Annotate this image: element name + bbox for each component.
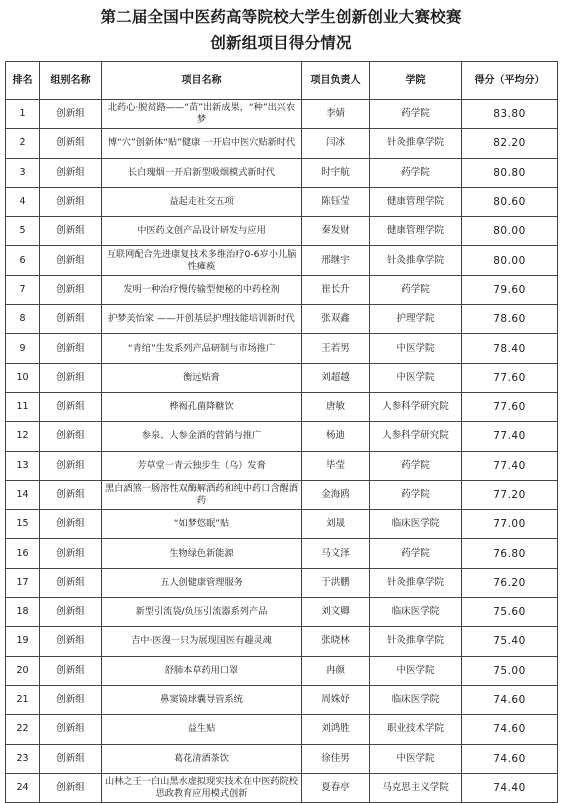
cell-score: 74.60 bbox=[462, 744, 558, 773]
cell-score: 76.80 bbox=[462, 539, 558, 568]
cell-leader: 杨迪 bbox=[302, 422, 370, 451]
cell-score: 77.60 bbox=[462, 392, 558, 421]
cell-group: 创新组 bbox=[40, 744, 102, 773]
cell-rank: 10 bbox=[6, 363, 40, 392]
cell-rank: 1 bbox=[6, 100, 40, 129]
cell-leader: 崔长升 bbox=[302, 275, 370, 304]
cell-leader: 于洪鹏 bbox=[302, 568, 370, 597]
cell-project: 博“穴”创新体“贴”健康 一开启中医穴贴新时代 bbox=[102, 129, 302, 158]
cell-college: 药学院 bbox=[370, 480, 462, 509]
table-row bbox=[6, 129, 558, 158]
cell-project: 舒肺本草药用口罩 bbox=[102, 656, 302, 685]
cell-college: 针灸推拿学院 bbox=[370, 627, 462, 656]
cell-group: 创新组 bbox=[40, 187, 102, 216]
cell-leader: 闫冰 bbox=[302, 129, 370, 158]
cell-group: 创新组 bbox=[40, 275, 102, 304]
table-row bbox=[6, 451, 558, 480]
table-body bbox=[6, 100, 558, 803]
cell-college: 临床医学院 bbox=[370, 510, 462, 539]
cell-group: 创新组 bbox=[40, 568, 102, 597]
cell-rank: 15 bbox=[6, 510, 40, 539]
cell-group: 创新组 bbox=[40, 773, 102, 802]
cell-project: 护梦美怡家 ——开创基层护理技能培训新时代 bbox=[102, 305, 302, 334]
cell-rank: 7 bbox=[6, 275, 40, 304]
cell-rank: 19 bbox=[6, 627, 40, 656]
cell-leader: 张晓林 bbox=[302, 627, 370, 656]
cell-score: 74.60 bbox=[462, 715, 558, 744]
cell-group: 创新组 bbox=[40, 627, 102, 656]
cell-leader: 刘超越 bbox=[302, 363, 370, 392]
cell-leader: 王若男 bbox=[302, 334, 370, 363]
cell-rank: 13 bbox=[6, 451, 40, 480]
cell-group: 创新组 bbox=[40, 510, 102, 539]
table-row bbox=[6, 656, 558, 685]
cell-score: 80.00 bbox=[462, 246, 558, 275]
cell-project: 互联网配合先进康复技术多维治疗0-6岁小儿脑性瘫痪 bbox=[102, 246, 302, 275]
cell-score: 80.00 bbox=[462, 217, 558, 246]
table-row bbox=[6, 158, 558, 187]
cell-project: 北药心·脱贫路——“苗”出新成果，“种”出兴农梦 bbox=[102, 100, 302, 129]
cell-rank: 18 bbox=[6, 598, 40, 627]
cell-group: 创新组 bbox=[40, 129, 102, 158]
header-group: 组别名称 bbox=[40, 62, 102, 100]
cell-leader: 周姝妤 bbox=[302, 685, 370, 714]
cell-college: 中医学院 bbox=[370, 334, 462, 363]
scores-table bbox=[5, 61, 558, 803]
cell-college: 针灸推拿学院 bbox=[370, 129, 462, 158]
cell-leader: 刘文卿 bbox=[302, 598, 370, 627]
cell-score: 82.20 bbox=[462, 129, 558, 158]
cell-group: 创新组 bbox=[40, 715, 102, 744]
cell-rank: 8 bbox=[6, 305, 40, 334]
cell-score: 76.20 bbox=[462, 568, 558, 597]
cell-rank: 21 bbox=[6, 685, 40, 714]
cell-leader: 刘鸿胜 bbox=[302, 715, 370, 744]
cell-project: 山林之王一白山黑水虚拟现实技术在中医药院校思政教育应用模式创新 bbox=[102, 773, 302, 802]
cell-score: 78.60 bbox=[462, 305, 558, 334]
cell-group: 创新组 bbox=[40, 305, 102, 334]
cell-score: 78.40 bbox=[462, 334, 558, 363]
cell-group: 创新组 bbox=[40, 334, 102, 363]
cell-score: 79.60 bbox=[462, 275, 558, 304]
cell-score: 80.60 bbox=[462, 187, 558, 216]
cell-group: 创新组 bbox=[40, 246, 102, 275]
cell-score: 77.60 bbox=[462, 363, 558, 392]
cell-college: 健康管理学院 bbox=[370, 187, 462, 216]
cell-project: 吉中·医漫一只为展现国医有趣灵魂 bbox=[102, 627, 302, 656]
cell-group: 创新组 bbox=[40, 392, 102, 421]
cell-project: 中医药文创产品设计研发与应用 bbox=[102, 217, 302, 246]
cell-rank: 2 bbox=[6, 129, 40, 158]
cell-group: 创新组 bbox=[40, 656, 102, 685]
cell-college: 中医学院 bbox=[370, 363, 462, 392]
cell-leader: 时宇航 bbox=[302, 158, 370, 187]
cell-leader: 邢继宇 bbox=[302, 246, 370, 275]
cell-leader: 陈钰莹 bbox=[302, 187, 370, 216]
table-row bbox=[6, 392, 558, 421]
cell-rank: 4 bbox=[6, 187, 40, 216]
cell-score: 80.80 bbox=[462, 158, 558, 187]
cell-rank: 22 bbox=[6, 715, 40, 744]
table-row bbox=[6, 275, 558, 304]
cell-project: 芳草堂一青云独步生（乌）发膏 bbox=[102, 451, 302, 480]
cell-rank: 16 bbox=[6, 539, 40, 568]
cell-leader: 夏春亭 bbox=[302, 773, 370, 802]
cell-leader: 金海鸥 bbox=[302, 480, 370, 509]
cell-college: 人参科学研究院 bbox=[370, 392, 462, 421]
table-row bbox=[6, 539, 558, 568]
cell-score: 83.80 bbox=[462, 100, 558, 129]
cell-project: 益生贴 bbox=[102, 715, 302, 744]
cell-rank: 17 bbox=[6, 568, 40, 597]
table-row bbox=[6, 187, 558, 216]
cell-project: 新型引流袋/负压引流器系列产品 bbox=[102, 598, 302, 627]
cell-college: 针灸推拿学院 bbox=[370, 568, 462, 597]
page-title-line-1: 第二届全国中医药高等院校大学生创新创业大赛校赛 bbox=[100, 8, 462, 26]
cell-leader: 毕莹 bbox=[302, 451, 370, 480]
cell-group: 创新组 bbox=[40, 363, 102, 392]
cell-score: 75.60 bbox=[462, 598, 558, 627]
cell-group: 创新组 bbox=[40, 422, 102, 451]
table-row bbox=[6, 568, 558, 597]
cell-college: 临床医学院 bbox=[370, 598, 462, 627]
cell-score: 75.40 bbox=[462, 627, 558, 656]
cell-rank: 3 bbox=[6, 158, 40, 187]
cell-college: 中医学院 bbox=[370, 656, 462, 685]
cell-rank: 20 bbox=[6, 656, 40, 685]
table-row bbox=[6, 100, 558, 129]
cell-college: 药学院 bbox=[370, 100, 462, 129]
cell-leader: 刘晟 bbox=[302, 510, 370, 539]
cell-leader: 张双鑫 bbox=[302, 305, 370, 334]
table-row bbox=[6, 363, 558, 392]
table-row bbox=[6, 627, 558, 656]
cell-project: 发明一种治疗慢传输型便秘的中药栓剂 bbox=[102, 275, 302, 304]
cell-score: 77.20 bbox=[462, 480, 558, 509]
cell-college: 健康管理学院 bbox=[370, 217, 462, 246]
table-row bbox=[6, 217, 558, 246]
cell-group: 创新组 bbox=[40, 158, 102, 187]
cell-leader: 李婧 bbox=[302, 100, 370, 129]
table-row bbox=[6, 744, 558, 773]
table-row bbox=[6, 246, 558, 275]
cell-project: “青绾”生发系列产品研制与市场推广 bbox=[102, 334, 302, 363]
cell-score: 75.00 bbox=[462, 656, 558, 685]
table-row bbox=[6, 422, 558, 451]
cell-leader: 马文泽 bbox=[302, 539, 370, 568]
table-row bbox=[6, 773, 558, 802]
cell-rank: 24 bbox=[6, 773, 40, 802]
page-title-line-2: 创新组项目得分情况 bbox=[210, 34, 352, 52]
cell-rank: 14 bbox=[6, 480, 40, 509]
cell-project: 五人创健康管理服务 bbox=[102, 568, 302, 597]
table-row bbox=[6, 334, 558, 363]
header-rank: 排名 bbox=[6, 62, 40, 100]
cell-rank: 6 bbox=[6, 246, 40, 275]
cell-college: 职业技术学院 bbox=[370, 715, 462, 744]
table-row bbox=[6, 715, 558, 744]
header-leader: 项目负责人 bbox=[302, 62, 370, 100]
cell-college: 临床医学院 bbox=[370, 685, 462, 714]
table-row bbox=[6, 685, 558, 714]
cell-college: 药学院 bbox=[370, 275, 462, 304]
cell-score: 77.40 bbox=[462, 422, 558, 451]
table-header-row bbox=[6, 62, 558, 100]
cell-score: 74.60 bbox=[462, 685, 558, 714]
cell-group: 创新组 bbox=[40, 598, 102, 627]
cell-leader: 秦发财 bbox=[302, 217, 370, 246]
cell-college: 药学院 bbox=[370, 158, 462, 187]
cell-score: 77.00 bbox=[462, 510, 558, 539]
cell-rank: 23 bbox=[6, 744, 40, 773]
cell-project: 长白瑰烟一开启新型吸烟模式新时代 bbox=[102, 158, 302, 187]
cell-leader: 徐佳男 bbox=[302, 744, 370, 773]
cell-group: 创新组 bbox=[40, 451, 102, 480]
header-project: 项目名称 bbox=[102, 62, 302, 100]
cell-leader: 唐敏 bbox=[302, 392, 370, 421]
cell-rank: 11 bbox=[6, 392, 40, 421]
table-row bbox=[6, 510, 558, 539]
cell-project: 生物绿色新能源 bbox=[102, 539, 302, 568]
cell-college: 马克思主义学院 bbox=[370, 773, 462, 802]
cell-college: 护理学院 bbox=[370, 305, 462, 334]
cell-college: 人参科学研究院 bbox=[370, 422, 462, 451]
cell-project: “如梦悠眠”贴 bbox=[102, 510, 302, 539]
cell-college: 药学院 bbox=[370, 539, 462, 568]
cell-project: 黑白酒煞一肠溶性双酶解酒药和纯中药口含醒酒药 bbox=[102, 480, 302, 509]
cell-project: 鼻窦镜球囊导管系统 bbox=[102, 685, 302, 714]
table-row bbox=[6, 480, 558, 509]
cell-group: 创新组 bbox=[40, 539, 102, 568]
cell-project: 衡远贴膏 bbox=[102, 363, 302, 392]
cell-group: 创新组 bbox=[40, 685, 102, 714]
cell-group: 创新组 bbox=[40, 217, 102, 246]
cell-group: 创新组 bbox=[40, 100, 102, 129]
cell-project: 葛花清酒茶饮 bbox=[102, 744, 302, 773]
header-score: 得分（平均分） bbox=[462, 62, 558, 100]
cell-college: 针灸推拿学院 bbox=[370, 246, 462, 275]
page-title-block bbox=[0, 4, 562, 56]
cell-leader: 冉颜 bbox=[302, 656, 370, 685]
cell-group: 创新组 bbox=[40, 480, 102, 509]
cell-project: 桦褐孔菌降糖饮 bbox=[102, 392, 302, 421]
cell-score: 77.40 bbox=[462, 451, 558, 480]
cell-project: 参泉、人参金酒的营销与推广 bbox=[102, 422, 302, 451]
header-college: 学院 bbox=[370, 62, 462, 100]
cell-college: 药学院 bbox=[370, 451, 462, 480]
cell-project: 益起走社交五项 bbox=[102, 187, 302, 216]
cell-college: 中医学院 bbox=[370, 744, 462, 773]
table-row bbox=[6, 305, 558, 334]
cell-rank: 12 bbox=[6, 422, 40, 451]
table-row bbox=[6, 598, 558, 627]
cell-rank: 9 bbox=[6, 334, 40, 363]
cell-score: 74.40 bbox=[462, 773, 558, 802]
cell-rank: 5 bbox=[6, 217, 40, 246]
